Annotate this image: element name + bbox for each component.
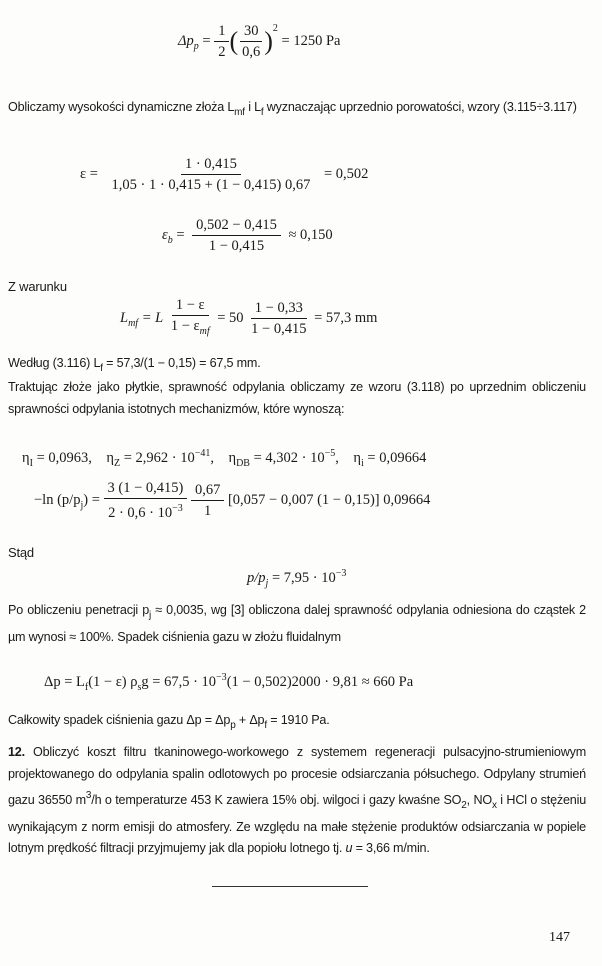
eq-subscript: p — [193, 40, 199, 52]
eq-result: = 0,502 — [323, 165, 369, 182]
equation-bed-pressure-drop: $\Delta p = L_f(1 - \varepsilon) \rho_sg = 67,5 \cdot 10^{-3}(1 - 0,502)2000 \cdot 9,81 \approx 660$ Pa — [44, 672, 414, 693]
fraction: $\frac{1}{2}$ — [214, 22, 229, 61]
eq-result: = 57,3 mm — [314, 309, 378, 326]
power: 2 — [272, 22, 278, 34]
fraction-1: $\frac{3 (1 - 0,415)}{2 \cdot 0,6 \cdot 10^{-3}}$ — [104, 479, 188, 522]
line-wedlug: Według (3.116) $L_f = 57,3/(1 - 0,15) = 67,5$ mm. — [8, 356, 261, 374]
paren-open: ( — [229, 26, 239, 56]
fraction: $\frac{0,502 - 0,415}{1 - 0,415}$ — [192, 216, 281, 255]
paragraph-efficiency: Traktując złoże jako płytkie, sprawność odpylania obliczamy ze wzoru (3.118) po uprzednim obliczeniu sprawności odpylania istotnych mechanizmów, które wynoszą: — [8, 380, 586, 416]
equation-pressure-drop-distributor — [178, 22, 340, 61]
equation-bed-height: $L_{mf} = L$ $\frac{1 - \varepsilon}{1 - \varepsilon_{mf}}$ = 50 $\frac{1 - 0,33}{1 - 0,415}$ = 57,3 mm — [120, 296, 377, 341]
fraction-2: $\frac{0,67}{1}$ — [191, 481, 224, 520]
label-stad: Stąd — [8, 545, 34, 560]
footer-divider — [212, 886, 368, 887]
eq-result: ≈ 0,150 — [288, 226, 333, 243]
fraction-eps: $\frac{1 - \varepsilon}{1 - \varepsilon_{mf}}$ — [170, 297, 210, 337]
equation-porosity-bed: $\varepsilon_b$ = $\frac{0,502 - 0,415}{1 - 0,415}$ ≈ 0,150 — [162, 217, 333, 254]
equation-ln-penetration: −ln $(p/p_j)$ = $\frac{3 (1 - 0,415)}{2 \cdot 0,6 \cdot 10^{-3}}$ $\frac{0,67}{1}$ [0,057 − 0,007 (1 − 0,15)] 0,09664 — [34, 480, 431, 521]
equation-mechanism-efficiencies: $\eta_I = 0,0963$, $\eta_Z = 2,962 \cdot 10^{-41}$, $\eta_{DB} = 4,302 \cdot 10^{-5}$, $\eta_i = 0,09664$ — [22, 448, 427, 469]
eq-lhs: ε = — [80, 165, 98, 182]
label-z-warunku: Z warunku — [8, 279, 67, 294]
eq-result: = 1250 Pa — [281, 32, 341, 49]
fraction-numbers: $\frac{1 - 0,33}{1 - 0,415}$ — [251, 300, 307, 337]
fraction-inner: $\frac{30}{0,6}$ — [238, 22, 264, 61]
line-total-pressure-drop: Całkowity spadek ciśnienia gazu $\Delta p = \Delta p_p + \Delta p_f = 1910$ Pa. — [8, 713, 330, 731]
equation-penetration-result: $p/p_j = 7,95 \cdot 10^{-3}$ — [247, 568, 347, 589]
fraction: $\frac{1 \cdot 0,415}{1,05 \cdot 1 \cdot 0,415 + (1 - 0,415) 0,67}$ — [111, 156, 311, 193]
page-number: 147 — [549, 930, 570, 945]
equation-porosity — [80, 155, 368, 194]
eq-symbol: Δp — [178, 32, 194, 49]
eq-sign: = — [202, 32, 211, 49]
paren-close: ) — [264, 26, 273, 56]
paragraph-porosity-intro: Obliczamy wysokości dynamiczne złoża $L_{mf}$ i $L_f$ wyznaczając uprzednio porowatości, wzory (3.115÷3.117) — [8, 100, 577, 118]
paragraph-penetration: Po obliczeniu penetracji $p_j \approx 0,0035$, wg [3] obliczona dalej sprawność odpylania odniesiona do cząstek 2 µm wynosi ≈ 100%. Spadek ciśnienia gazu w złożu fluidalnym — [8, 603, 586, 644]
paragraph-task-12: 12. Obliczyć koszt filtru tkaninowego-workowego z systemem regeneracji pulsacyjno-strumieniowym projektowanego do odpylania spalin odlotowych po procesie odsiarczania półsuchego. Odpylany strumień gazu 36550 $m^3/h$ o temperaturze 453 K zawiera 15% obj. wilgoci i gazy kwaśne $SO_2$, $NO_x$ i HCl o stężeniu wynikającym z norm emisji do atmosfery. Ze względu na małe stężenie produktów odsiarczania w popiele lotnym prędkość filtracji przyjmujemy jak dla popiołu lotnego tj. u = 3,66 m/min. — [8, 745, 586, 855]
task-number: 12. — [8, 745, 25, 759]
